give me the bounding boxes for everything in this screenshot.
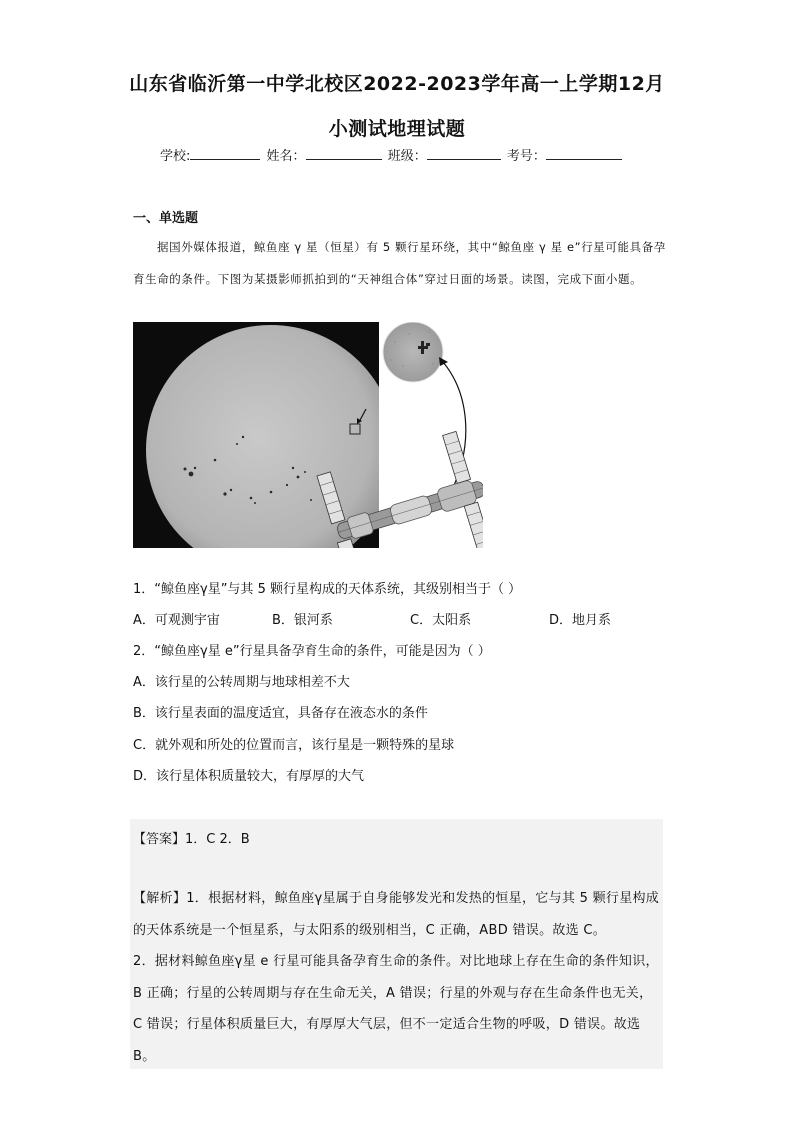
exam-no-blank[interactable] bbox=[546, 146, 622, 160]
analysis-label: 【解析】 bbox=[133, 891, 187, 906]
analysis-part-1: 1．根据材料，鲸鱼座γ星属于自身能够发光和发热的恒星，它与其 5 颗行星构成的天体系统是一个恒星系，与太阳系的级别相当，C 正确，ABD 错误。故选 C。 bbox=[133, 891, 660, 938]
name-blank[interactable] bbox=[306, 146, 382, 160]
analysis-part-2: 2．据材料鲸鱼座γ星 e 行星可能具备孕育生命的条件。对比地球上存在生命的条件知识，B 正确；行星的公转周期与存在生命无关，A 错误；行星的外观与存在生命条件也无关，C 错误；行星体积质量巨大，有厚厚大气层，但不一定适合生物的呼吸，D 错误。故选 B。 bbox=[133, 954, 659, 1064]
q1-option-d[interactable]: D．地月系 bbox=[549, 613, 612, 628]
school-blank[interactable] bbox=[190, 146, 260, 160]
q1-option-c[interactable]: C．太阳系 bbox=[410, 613, 472, 628]
q2-option-a[interactable]: A．该行星的公转周期与地球相差不大 bbox=[133, 675, 350, 690]
sun-transit-figure bbox=[133, 322, 483, 548]
q1-option-b[interactable]: B．银河系 bbox=[272, 613, 333, 628]
question-2-stem: 2．“鲸鱼座γ星 e”行星具备孕育生命的条件，可能是因为（ ） bbox=[133, 644, 491, 659]
reading-material: 据国外媒体报道，鲸鱼座 γ 星（恒星）有 5 颗行星环绕，其中“鲸鱼座 γ 星 e”行星可能具备孕育生命的条件。下图为某摄影师抓拍到的“天神组合体”穿过日面的场景。读图，完成下面小题。 bbox=[133, 240, 666, 286]
q2-option-b[interactable]: B．该行星表面的温度适宜，具备存在液态水的条件 bbox=[133, 706, 428, 721]
question-1-stem: 1．“鲸鱼座γ星”与其 5 颗行星构成的天体系统，其级别相当于（ ） bbox=[133, 582, 522, 597]
answer-line bbox=[133, 828, 250, 847]
q1-option-a[interactable]: A．可观测宇宙 bbox=[133, 613, 220, 628]
student-info-line bbox=[160, 145, 624, 164]
section-heading: 一、单选题 bbox=[133, 211, 199, 226]
q2-option-d[interactable]: D．该行星体积质量较大，有厚厚的大气 bbox=[133, 769, 365, 784]
analysis-block bbox=[133, 883, 661, 1072]
zoom-inset bbox=[383, 322, 443, 382]
answer-label: 【答案】 bbox=[133, 832, 186, 847]
name-label: 姓名： bbox=[266, 149, 306, 164]
school-label: 学校: bbox=[160, 149, 191, 164]
exam-title-line2: 小测试地理试题 bbox=[328, 118, 466, 140]
class-label: 班级： bbox=[387, 149, 427, 164]
answer-text: 1．C 2．B bbox=[185, 832, 250, 847]
exam-no-label: 考号： bbox=[506, 149, 546, 164]
class-blank[interactable] bbox=[427, 146, 501, 160]
q2-option-c[interactable]: C．就外观和所处的位置而言，该行星是一颗特殊的星球 bbox=[133, 738, 455, 753]
exam-title-line1: 山东省临沂第一中学北校区2022-2023学年高一上学期12月 bbox=[129, 73, 665, 95]
